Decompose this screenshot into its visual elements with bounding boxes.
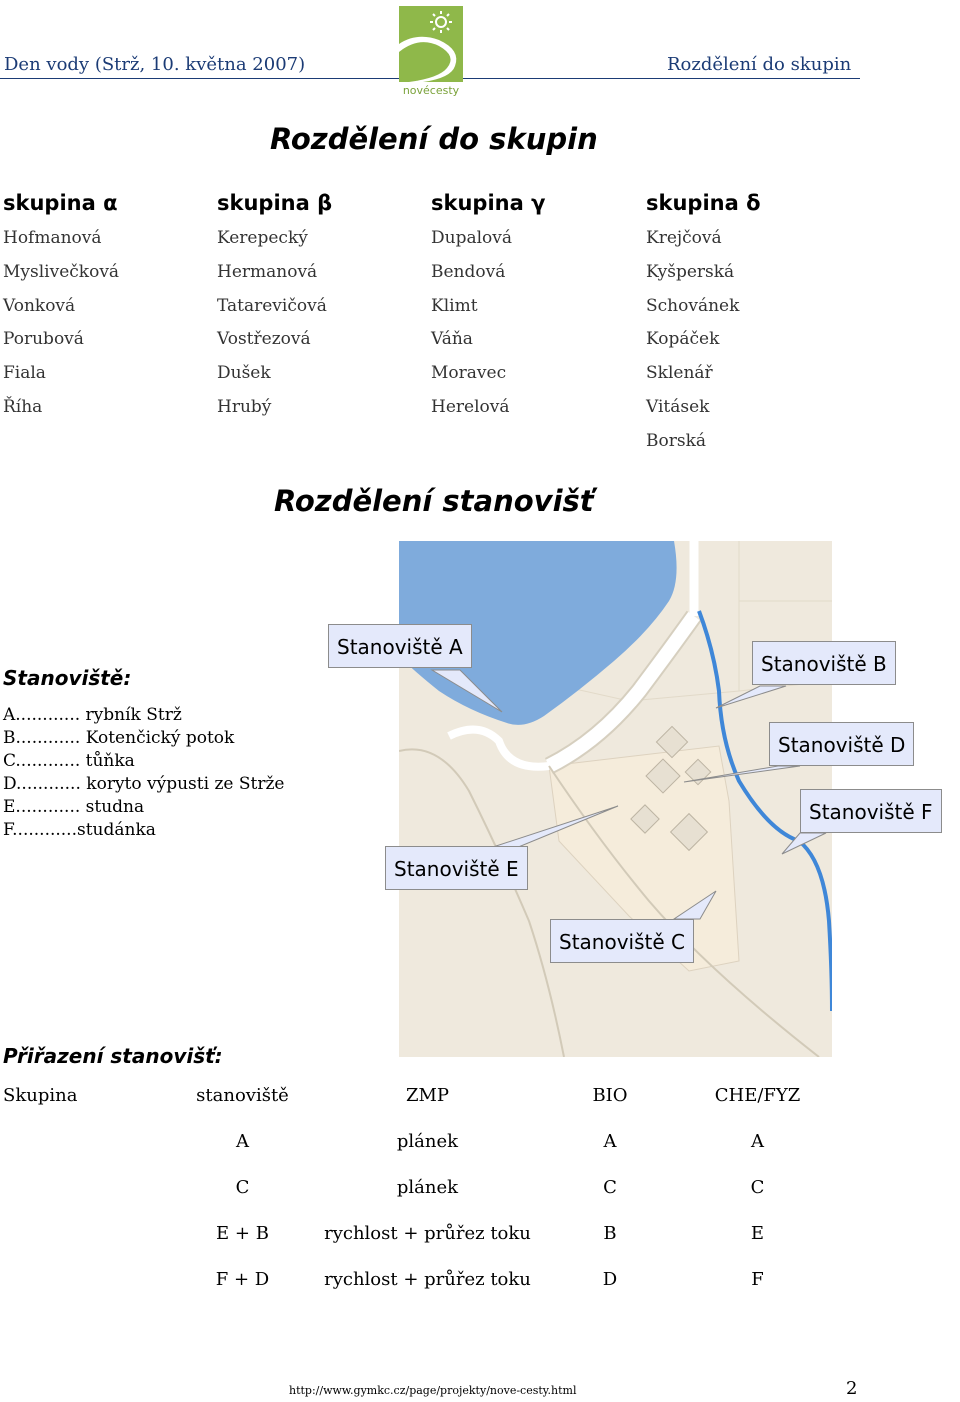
table-cell: A	[603, 1130, 617, 1152]
table-cell: C	[235, 1176, 250, 1198]
group-member: Sklenář	[646, 363, 713, 384]
group-member: Hrubý	[217, 396, 272, 417]
station-key: C............	[3, 751, 81, 771]
callout-station-d: Stanoviště D	[769, 722, 914, 766]
table-cell	[0, 1256, 190, 1302]
station-item	[3, 750, 285, 773]
table-cell: F	[751, 1268, 764, 1290]
page-number: 2	[846, 1378, 858, 1399]
group-member: Dušek	[217, 363, 271, 384]
station-desc: studánka	[77, 820, 156, 840]
table-cell: B	[603, 1222, 617, 1244]
table-cell: rychlost + průřez toku	[324, 1222, 531, 1244]
section-title-stations: Rozdělení stanovišť	[274, 484, 594, 518]
assignment-heading: Přiřazení stanovišť:	[3, 1044, 223, 1068]
station-key: B............	[3, 728, 81, 748]
table-row	[0, 1210, 855, 1256]
header-left-text: Den vody (Strž, 10. května 2007)	[4, 54, 306, 75]
stations-list	[3, 704, 285, 842]
table-cell: A	[751, 1130, 764, 1152]
station-item	[3, 819, 285, 842]
table-cell: C	[750, 1176, 765, 1198]
group-beta-heading: skupina β	[217, 191, 333, 215]
group-member: Borská	[646, 430, 707, 451]
table-row	[0, 1164, 855, 1210]
group-member: Dupalová	[431, 228, 513, 248]
footer-url-link[interactable]: http://www.gymkc.cz/page/projekty/nove-cesty.html	[289, 1384, 577, 1397]
group-member: Kopáček	[646, 329, 720, 350]
table-row	[0, 1256, 855, 1302]
station-key: A............	[3, 705, 81, 725]
table-cell: F + D	[215, 1268, 270, 1290]
callout-station-f: Stanoviště F	[800, 789, 942, 833]
callout-station-c: Stanoviště C	[550, 919, 694, 963]
station-desc: Kotenčický potok	[85, 728, 235, 748]
header-cell: stanoviště	[196, 1084, 289, 1106]
group-member: Tatarevičová	[217, 295, 327, 316]
table-cell	[0, 1118, 190, 1164]
callout-station-e: Stanoviště E	[385, 846, 528, 890]
group-member: Moravec	[431, 363, 507, 384]
callout-station-a: Stanoviště A	[328, 624, 472, 668]
callout-station-b: Stanoviště B	[752, 641, 896, 685]
assignment-table	[0, 1072, 855, 1302]
group-member: Hermanová	[217, 261, 318, 282]
logo-text: novécesty	[402, 84, 460, 96]
group-member: Bendová	[431, 261, 506, 282]
group-member: Klimt	[431, 295, 478, 316]
table-cell	[0, 1164, 190, 1210]
group-alpha-heading: skupina α	[3, 191, 118, 215]
group-gamma-heading: skupina γ	[431, 191, 546, 215]
group-member: Vostřezová	[217, 329, 311, 350]
table-cell: plánek	[396, 1176, 459, 1198]
header-cell: CHE/FYZ	[714, 1084, 801, 1106]
group-member: Kerepecký	[217, 228, 308, 248]
station-desc: studna	[85, 797, 145, 817]
page-title-groups: Rozdělení do skupin	[270, 122, 598, 156]
group-member: Herelová	[431, 396, 510, 417]
station-key: E............	[3, 797, 81, 817]
group-member: Hofmanová	[3, 228, 102, 248]
group-member: Porubová	[3, 329, 84, 350]
table-cell: A	[236, 1130, 249, 1152]
table-cell	[0, 1210, 190, 1256]
header-cell: Skupina	[3, 1084, 78, 1106]
station-key: F............	[3, 820, 77, 840]
station-item	[3, 704, 285, 727]
table-cell: plánek	[396, 1130, 459, 1152]
group-member: Krejčová	[646, 228, 722, 248]
table-header-row	[0, 1072, 855, 1118]
table-row	[0, 1118, 855, 1164]
station-desc: koryto výpusti ze Strže	[86, 774, 285, 794]
header-cell: ZMP	[405, 1084, 450, 1106]
table-cell: D	[602, 1268, 618, 1290]
stations-heading: Stanoviště:	[3, 666, 132, 690]
group-member: Myslivečková	[3, 261, 120, 282]
station-desc: tůňka	[85, 751, 135, 771]
group-member: Fiala	[3, 363, 46, 384]
station-desc: rybník Strž	[85, 705, 182, 725]
group-delta-heading: skupina δ	[646, 191, 761, 215]
header-right-text: Rozdělení do skupin	[667, 54, 852, 75]
table-cell: E	[750, 1222, 765, 1244]
group-member: Kyšperská	[646, 261, 735, 282]
table-cell: E + B	[216, 1222, 269, 1244]
group-member: Schovánek	[646, 295, 740, 316]
group-member: Vonková	[3, 295, 76, 316]
group-member: Říha	[3, 396, 43, 417]
station-item	[3, 773, 285, 796]
station-key: D............	[3, 774, 81, 794]
group-member: Váňa	[431, 329, 473, 350]
group-member: Vitásek	[646, 396, 710, 417]
table-cell: C	[603, 1176, 617, 1198]
station-item	[3, 796, 285, 819]
header-cell: BIO	[592, 1084, 628, 1106]
station-item	[3, 727, 285, 750]
table-cell: rychlost + průřez toku	[324, 1268, 531, 1290]
